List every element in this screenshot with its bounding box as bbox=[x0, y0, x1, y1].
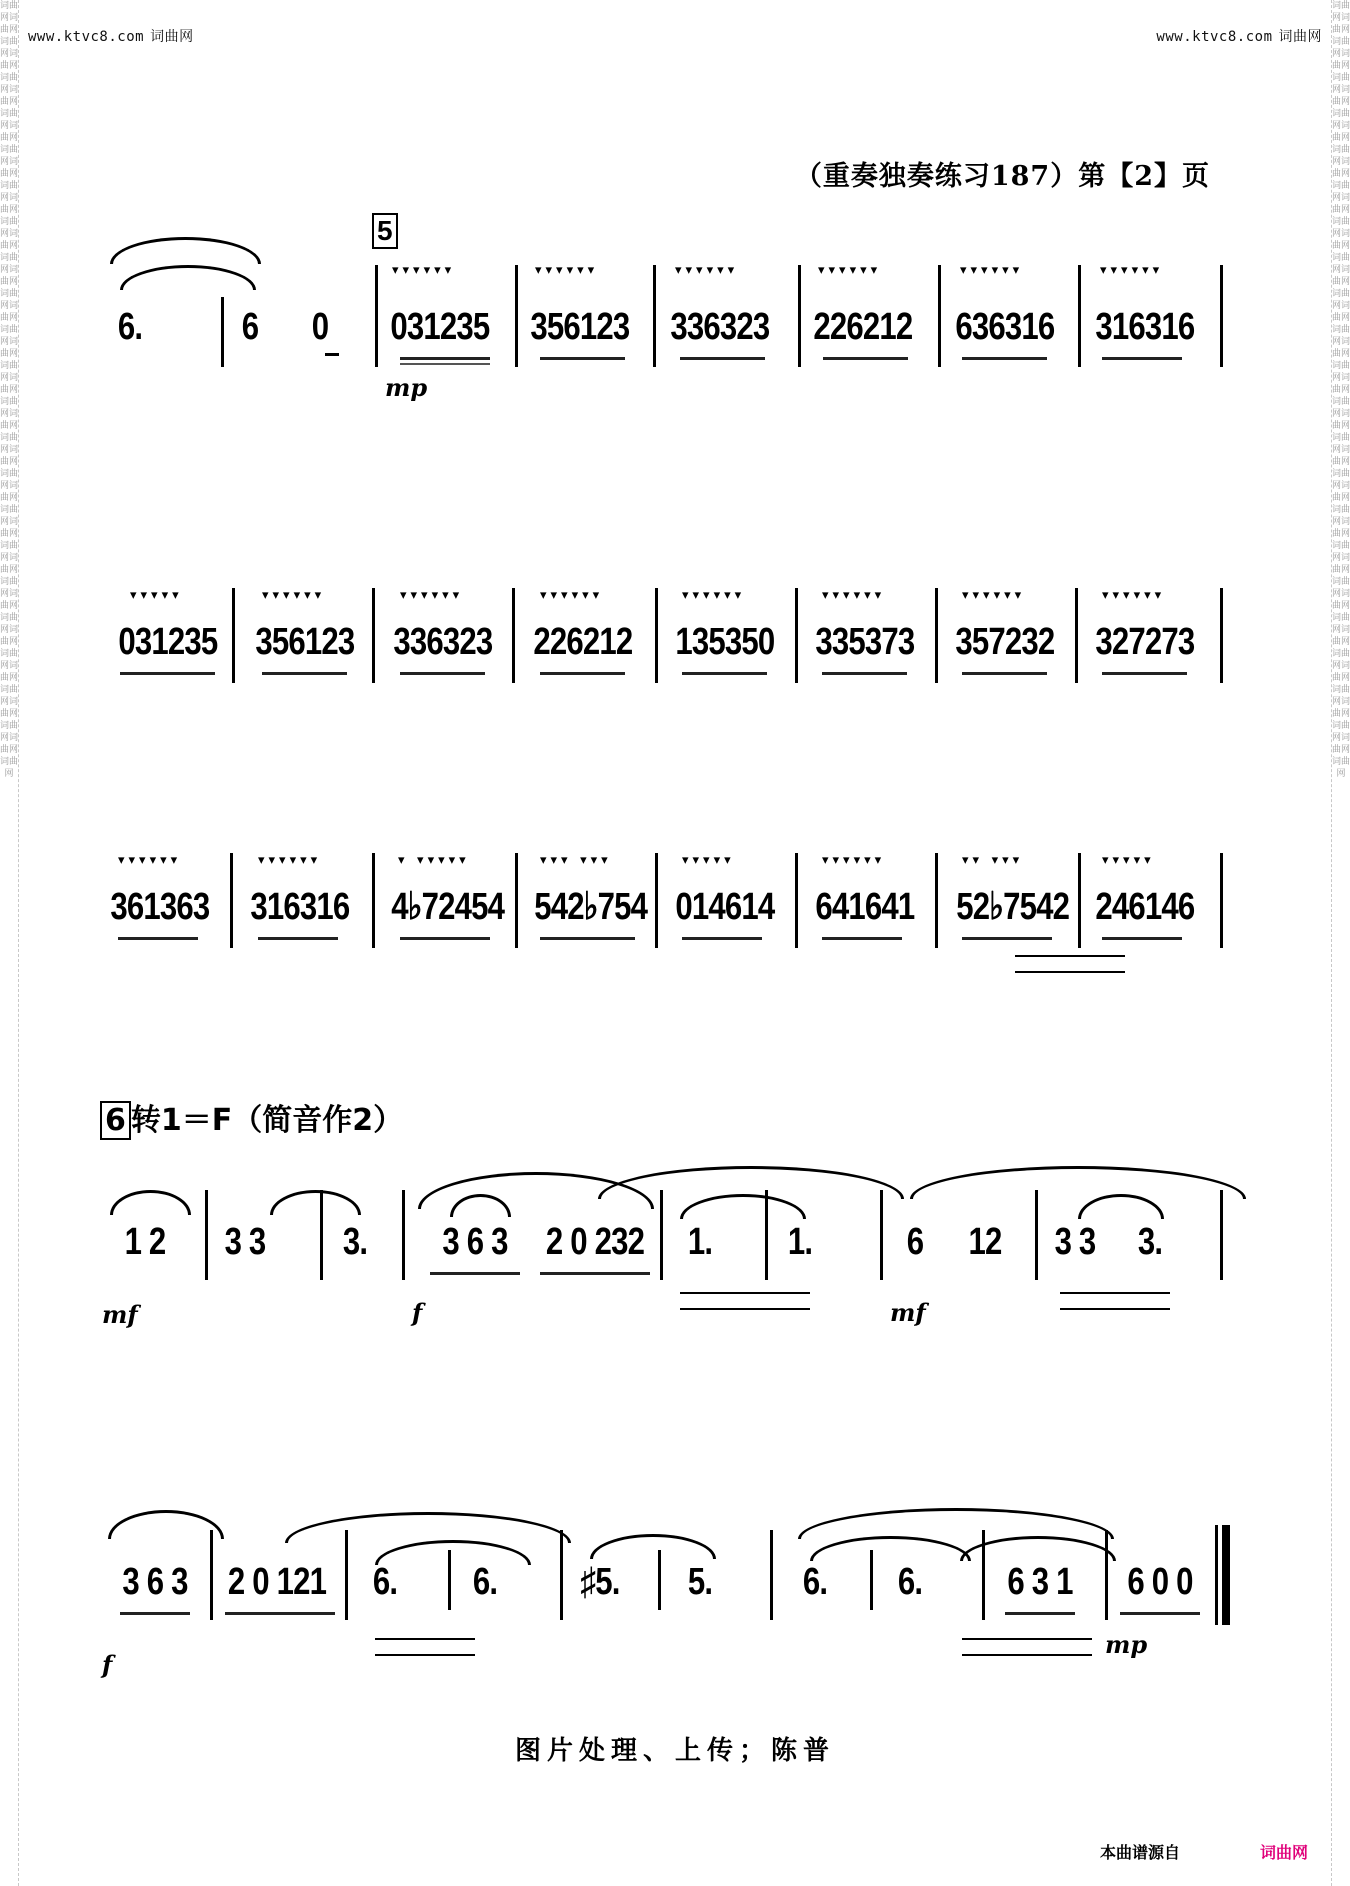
beam bbox=[1005, 1612, 1075, 1615]
octave-dots: ▾▾▾▾▾▾ bbox=[258, 853, 322, 868]
measure-notes: 336323 bbox=[393, 621, 493, 663]
measure-notes: 316316 bbox=[250, 886, 350, 928]
measure bbox=[675, 1220, 724, 1400]
octave-dots: ▾▾▾▾▾ bbox=[682, 853, 735, 868]
barline bbox=[655, 588, 658, 683]
barline bbox=[653, 265, 656, 367]
beam bbox=[822, 672, 907, 675]
measure-notes: 356123 bbox=[255, 621, 355, 663]
beam bbox=[1102, 937, 1182, 940]
beam bbox=[540, 1272, 650, 1275]
measure-notes: 52♭7542 bbox=[956, 886, 1070, 928]
octave-dots: ▾▾▾▾▾▾ bbox=[392, 263, 456, 278]
header-left-site-name: 词曲网 bbox=[150, 29, 194, 45]
measure bbox=[542, 1220, 649, 1400]
measure bbox=[675, 885, 775, 1025]
octave-dots: ▾▾▾▾▾▾ bbox=[118, 853, 182, 868]
slur bbox=[285, 1512, 571, 1543]
measure bbox=[391, 885, 505, 1025]
octave-dots: ▾▾▾▾▾▾ bbox=[822, 588, 886, 603]
measure bbox=[105, 305, 154, 475]
measure bbox=[224, 1560, 331, 1740]
measure bbox=[1095, 305, 1195, 475]
measure bbox=[530, 305, 630, 475]
measure-notes: 3 3 bbox=[224, 1221, 266, 1263]
measure-notes: ♯5. bbox=[580, 1561, 620, 1603]
beam bbox=[540, 672, 625, 675]
tenuto-line bbox=[325, 353, 339, 356]
beam bbox=[540, 357, 625, 360]
measure bbox=[1046, 1220, 1103, 1400]
barline bbox=[230, 853, 233, 948]
octave-dots: ▾▾▾▾▾▾ bbox=[400, 588, 464, 603]
measure-notes: 226212 bbox=[813, 306, 913, 348]
header-left bbox=[28, 26, 194, 46]
slur bbox=[108, 1510, 224, 1539]
octave-dots: ▾▾▾▾▾▾ bbox=[682, 588, 746, 603]
dynamic-f: f bbox=[102, 1650, 113, 1679]
octave-dots: ▾▾▾▾▾▾ bbox=[535, 263, 599, 278]
barline bbox=[320, 1190, 323, 1280]
final-barline-thin bbox=[1215, 1525, 1218, 1625]
measure bbox=[813, 305, 913, 475]
decrescendo-hairpin bbox=[1060, 1292, 1170, 1310]
measure-notes: 6. bbox=[897, 1561, 923, 1603]
credit-line: 图片处理、上传；陈普 bbox=[514, 1736, 835, 1766]
octave-dots: ▾▾▾▾▾▾ bbox=[262, 588, 326, 603]
beam bbox=[962, 672, 1047, 675]
barline bbox=[210, 1530, 213, 1620]
barline bbox=[221, 297, 224, 367]
barline bbox=[655, 853, 658, 948]
measure bbox=[110, 885, 210, 1025]
header-left-url[interactable]: www.ktvc8.com bbox=[28, 29, 145, 45]
rehearsal-mark-5: 5 bbox=[372, 213, 398, 249]
beam bbox=[682, 672, 767, 675]
measure-notes: 031235 bbox=[390, 306, 490, 348]
measure-notes: 327273 bbox=[1095, 621, 1195, 663]
barline bbox=[770, 1530, 773, 1620]
measure-notes: 6. bbox=[802, 1561, 828, 1603]
beam bbox=[962, 357, 1047, 360]
slur bbox=[270, 1190, 361, 1215]
beam bbox=[540, 937, 635, 940]
measure-notes: 0 bbox=[311, 306, 329, 348]
octave-dots: ▾▾▾▾▾▾ bbox=[1102, 588, 1166, 603]
barline bbox=[372, 588, 375, 683]
barline bbox=[935, 588, 938, 683]
beam bbox=[962, 937, 1052, 940]
measure bbox=[1119, 1560, 1201, 1740]
measure bbox=[571, 1560, 628, 1740]
slur bbox=[910, 1166, 1246, 1199]
barline bbox=[1220, 265, 1223, 367]
barline bbox=[372, 853, 375, 948]
beam bbox=[822, 937, 902, 940]
measure bbox=[1095, 620, 1195, 760]
right-watermark-strip: 词曲网词曲网词曲网词曲网词曲网词曲网词曲网词曲网词曲网词曲网词曲网词曲网词曲网词曲网词曲网词曲网词曲网词曲网词曲网词曲网词曲网词曲网词曲网词曲网词曲网词曲网词曲网词曲网词曲网词曲网词曲网词曲网词曲网词曲网词曲网词曲网词曲网词曲网词曲网词曲网词曲网词曲网词曲网 bbox=[1331, 0, 1350, 1886]
measure bbox=[815, 620, 915, 760]
measure-notes: 6 bbox=[906, 1221, 924, 1263]
dynamic-mf: mf bbox=[102, 1300, 138, 1329]
measure-notes: 2 0 232 bbox=[545, 1221, 645, 1263]
measure-notes: 357232 bbox=[955, 621, 1055, 663]
rehearsal-mark-6: 6 bbox=[100, 1101, 131, 1140]
slur bbox=[810, 1536, 971, 1561]
page-title: （重奏独奏练习187）第【2】页 bbox=[794, 161, 1210, 192]
measure-notes: 1. bbox=[787, 1221, 813, 1263]
measure bbox=[255, 620, 355, 760]
octave-dots: ▾▾▾▾▾▾ bbox=[822, 853, 886, 868]
beam bbox=[400, 357, 490, 360]
decrescendo-hairpin bbox=[962, 1638, 1092, 1656]
measure-notes: 3 6 3 bbox=[122, 1561, 188, 1603]
beam bbox=[262, 672, 347, 675]
measure bbox=[230, 305, 271, 475]
measure-notes: 335373 bbox=[815, 621, 915, 663]
barline bbox=[870, 1550, 873, 1610]
octave-dots: ▾▾▾▾▾ bbox=[130, 588, 183, 603]
measure-notes: 3 3 bbox=[1054, 1221, 1096, 1263]
score-system-2 bbox=[100, 580, 1230, 720]
measure-notes: 316316 bbox=[1095, 306, 1195, 348]
measure-notes: 6 3 1 bbox=[1007, 1561, 1073, 1603]
beam bbox=[120, 1612, 190, 1615]
octave-dots: ▾ ▾▾▾▾▾ bbox=[398, 853, 470, 868]
measure-notes: 6 bbox=[241, 306, 259, 348]
barline bbox=[515, 853, 518, 948]
barline bbox=[658, 1550, 661, 1610]
measure bbox=[110, 1560, 200, 1740]
slur bbox=[590, 1534, 716, 1559]
measure bbox=[216, 1220, 273, 1400]
measure bbox=[300, 305, 341, 475]
octave-dots: ▾▾▾▾▾ bbox=[1102, 853, 1155, 868]
source-label: 本曲谱源自 bbox=[1099, 1843, 1180, 1862]
octave-dots: ▾▾▾▾▾▾ bbox=[1100, 263, 1164, 278]
measure-notes: 5. bbox=[687, 1561, 713, 1603]
octave-dots: ▾▾▾ ▾▾▾ bbox=[540, 853, 612, 868]
barline bbox=[1105, 1530, 1108, 1620]
barline bbox=[880, 1190, 883, 1280]
measure bbox=[250, 885, 350, 1025]
octave-dots: ▾▾▾▾▾▾ bbox=[960, 263, 1024, 278]
barline bbox=[982, 1530, 985, 1620]
measure-notes: 12 bbox=[968, 1221, 1002, 1263]
measure bbox=[955, 620, 1055, 760]
barline bbox=[448, 1550, 451, 1610]
measure-notes: 246146 bbox=[1095, 886, 1195, 928]
barline bbox=[560, 1530, 563, 1620]
barline bbox=[765, 1190, 768, 1280]
barline bbox=[1220, 588, 1223, 683]
beam bbox=[400, 937, 490, 940]
measure bbox=[534, 885, 648, 1025]
measure bbox=[786, 1560, 843, 1740]
beam bbox=[400, 363, 490, 365]
measure bbox=[775, 1220, 824, 1400]
beam bbox=[682, 937, 762, 940]
octave-dots: ▾▾ ▾▾▾ bbox=[962, 853, 1024, 868]
barline bbox=[402, 1190, 405, 1280]
barline bbox=[345, 1530, 348, 1620]
beam bbox=[1102, 672, 1187, 675]
barline bbox=[515, 265, 518, 367]
beam bbox=[823, 357, 908, 360]
measure bbox=[533, 620, 633, 760]
beam bbox=[258, 937, 338, 940]
measure-notes: 1. bbox=[687, 1221, 713, 1263]
measure-notes: 356123 bbox=[530, 306, 630, 348]
measure bbox=[675, 620, 775, 760]
decrescendo-hairpin bbox=[680, 1292, 810, 1310]
beam bbox=[118, 937, 198, 940]
measure bbox=[1095, 885, 1195, 1025]
beam bbox=[225, 1612, 335, 1615]
dynamic-mp: mp bbox=[1105, 1630, 1148, 1659]
score-system-4 bbox=[100, 1160, 1230, 1340]
barline bbox=[1220, 1190, 1223, 1280]
barline bbox=[512, 588, 515, 683]
measure bbox=[330, 1220, 379, 1400]
barline bbox=[935, 853, 938, 948]
tie-slur bbox=[110, 237, 261, 264]
barline bbox=[1075, 588, 1078, 683]
left-watermark-strip: 词曲网词曲网词曲网词曲网词曲网词曲网词曲网词曲网词曲网词曲网词曲网词曲网词曲网词曲网词曲网词曲网词曲网词曲网词曲网词曲网词曲网词曲网词曲网词曲网词曲网词曲网词曲网词曲网词曲网词曲网词曲网词曲网词曲网词曲网词曲网词曲网词曲网词曲网词曲网词曲网词曲网词曲网词曲网 bbox=[0, 0, 19, 1886]
measure-notes: 014614 bbox=[675, 886, 775, 928]
barline bbox=[1035, 1190, 1038, 1280]
measure-notes: 1 2 bbox=[124, 1221, 166, 1263]
score-system-3 bbox=[100, 845, 1230, 985]
barline bbox=[660, 1190, 663, 1280]
measure-notes: 4♭72454 bbox=[391, 886, 505, 928]
measure-notes: 636316 bbox=[955, 306, 1055, 348]
measure-notes: 6. bbox=[472, 1561, 498, 1603]
barline bbox=[205, 1190, 208, 1280]
measure-notes: 3 6 3 bbox=[442, 1221, 508, 1263]
barline bbox=[938, 265, 941, 367]
measure bbox=[955, 305, 1055, 475]
barline bbox=[1078, 265, 1081, 367]
key-change-marking bbox=[100, 1095, 403, 1139]
measure-notes: 3. bbox=[1137, 1221, 1163, 1263]
source-brand-link[interactable]: 词曲网 bbox=[1259, 1843, 1308, 1862]
measure bbox=[118, 620, 218, 760]
tie-slur bbox=[120, 265, 256, 290]
barline bbox=[1078, 853, 1081, 948]
beam bbox=[430, 1272, 520, 1275]
barline bbox=[798, 265, 801, 367]
measure bbox=[960, 1220, 1009, 1400]
beam bbox=[1102, 357, 1182, 360]
measure-notes: 6. bbox=[372, 1561, 398, 1603]
measure-notes: 031235 bbox=[118, 621, 218, 663]
measure bbox=[671, 1560, 728, 1740]
octave-dots: ▾▾▾▾▾▾ bbox=[962, 588, 1026, 603]
measure-notes: 361363 bbox=[110, 886, 210, 928]
score-system-5 bbox=[100, 1500, 1230, 1680]
beam bbox=[400, 672, 485, 675]
measure-notes: 2 0 121 bbox=[227, 1561, 327, 1603]
measure-notes: 336323 bbox=[670, 306, 770, 348]
barline bbox=[795, 853, 798, 948]
beam bbox=[680, 357, 765, 360]
measure-notes: 6 0 0 bbox=[1127, 1561, 1193, 1603]
measure-notes: 641641 bbox=[815, 886, 915, 928]
measure bbox=[881, 1560, 938, 1740]
dynamic-f: f bbox=[412, 1298, 423, 1327]
measure bbox=[670, 305, 770, 475]
key-change-text: 转1＝F（简音作2） bbox=[130, 1103, 404, 1138]
measure-notes: 6. bbox=[117, 306, 143, 348]
measure bbox=[422, 1220, 529, 1400]
barline bbox=[375, 265, 378, 367]
barline bbox=[232, 588, 235, 683]
measure bbox=[1125, 1220, 1174, 1400]
beam bbox=[120, 672, 215, 675]
slur bbox=[110, 1190, 191, 1215]
measure-notes: 135350 bbox=[675, 621, 775, 663]
measure-notes: 3. bbox=[342, 1221, 368, 1263]
measure-notes: 542♭754 bbox=[534, 886, 648, 928]
measure bbox=[393, 620, 493, 760]
final-barline-thick bbox=[1222, 1525, 1230, 1625]
measure bbox=[815, 885, 915, 1025]
octave-dots: ▾▾▾▾▾▾ bbox=[818, 263, 882, 278]
beam bbox=[1120, 1612, 1200, 1615]
header-right-url[interactable]: www.ktvc8.com bbox=[1156, 29, 1273, 45]
decrescendo-hairpin bbox=[375, 1638, 475, 1656]
measure-notes: 226212 bbox=[533, 621, 633, 663]
barline bbox=[1220, 853, 1223, 948]
slur bbox=[798, 1508, 1114, 1539]
dynamic-mf: mf bbox=[890, 1298, 926, 1327]
header-right-site-name: 词曲网 bbox=[1278, 29, 1322, 45]
octave-dots: ▾▾▾▾▾▾ bbox=[675, 263, 739, 278]
octave-dots: ▾▾▾▾▾▾ bbox=[540, 588, 604, 603]
score-system-1 bbox=[100, 215, 1230, 402]
dynamic-mp: mp bbox=[385, 373, 428, 402]
barline bbox=[795, 588, 798, 683]
header-right bbox=[1156, 26, 1322, 46]
